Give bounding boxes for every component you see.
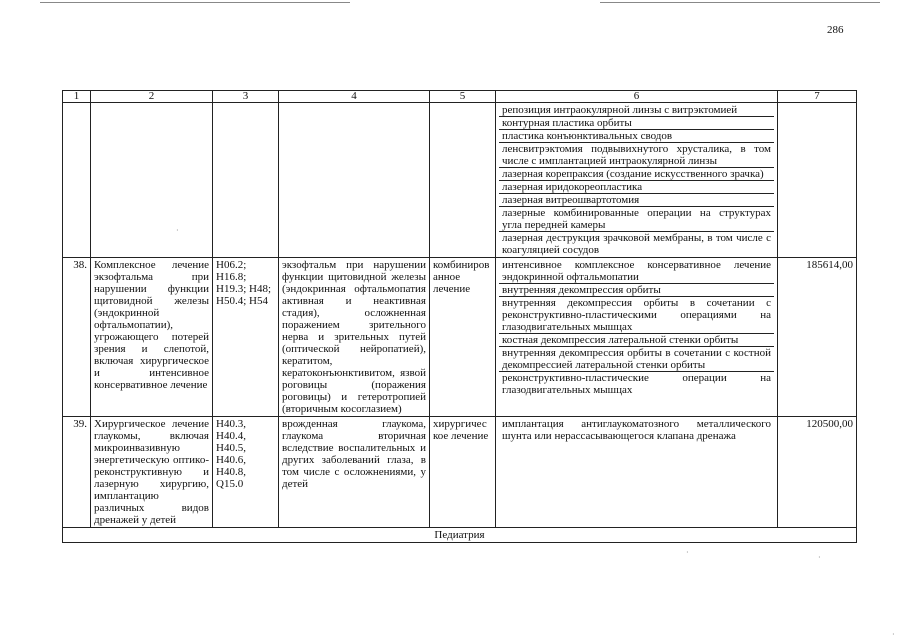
row-number: 38. <box>63 258 91 417</box>
cost-value: 120500,00 <box>778 417 857 528</box>
method-item: внутренняя декомпрессия орбиты <box>499 284 774 297</box>
method-item: лазерная иридокореопластика <box>499 181 774 194</box>
method-item: лазерная витреошвартотомия <box>499 194 774 207</box>
cost-value <box>778 103 857 258</box>
column-header: 3 <box>213 91 279 103</box>
scan-edge-line <box>40 2 350 3</box>
method-item: костная декомпрессия латеральной стенки орбиты <box>499 334 774 347</box>
method-item: внутренняя декомпрессия орбиты в сочетании с костной декомпрессией латеральной стенки орбиты <box>499 347 774 372</box>
column-header: 6 <box>496 91 778 103</box>
column-header: 7 <box>778 91 857 103</box>
scan-speck: · <box>892 630 895 639</box>
table-row <box>63 103 857 258</box>
column-header: 2 <box>91 91 213 103</box>
treatment-type: хирургическое лечение <box>430 417 496 528</box>
method-item: пластика конъюнктивальных сводов <box>499 130 774 143</box>
profile-name <box>91 103 213 258</box>
page-number: 286 <box>827 24 844 36</box>
scan-speck: · <box>686 548 689 557</box>
table-row <box>63 258 857 417</box>
section-row <box>63 528 857 543</box>
method-item: лазерные комбинированные операции на структурах угла передней камеры <box>499 207 774 232</box>
diagnosis-codes: H40.3, H40.4, H40.5, H40.6, H40.8, Q15.0 <box>213 417 279 528</box>
header-row <box>63 91 857 103</box>
method-item: лазерная корепраксия (создание искусственного зрачка) <box>499 168 774 181</box>
method-item: репозиция интраокулярной линзы с витрэктомией <box>499 104 774 117</box>
patient-model <box>279 103 430 258</box>
treatment-methods <box>496 417 778 528</box>
cost-value: 185614,00 <box>778 258 857 417</box>
table-row <box>63 417 857 528</box>
method-item: имплантация антиглаукоматозного металлического шунта или нерассасывающегося клапана дренажа <box>502 418 771 442</box>
scan-speck: · <box>818 553 821 562</box>
profile-name: Комплексное лечение экзофтальма при нарушении функции щитовидной железы (эндокринной офтальмопатии), угрожающего потерей зрения и слепотой, включая хирургическое и интенсивное консервативное лечение <box>91 258 213 417</box>
diagnosis-codes: H06.2; H16.8; H19.3; H48; H50.4; H54 <box>213 258 279 417</box>
treatment-methods <box>496 103 778 258</box>
method-item: контурная пластика орбиты <box>499 117 774 130</box>
column-header: 1 <box>63 91 91 103</box>
section-label: Педиатрия <box>63 528 857 543</box>
method-item: ленсвитрэктомия подвывихнутого хрусталика, в том числе с имплантацией интраокулярной линзы <box>499 143 774 168</box>
method-item: лазерная деструкция зрачковой мембраны, в том числе с коагуляцией сосудов <box>502 232 771 256</box>
method-item: реконструктивно-пластические операции на глазодвигательных мышцах <box>502 372 771 396</box>
scan-edge-line <box>600 2 880 3</box>
row-number: 39. <box>63 417 91 528</box>
treatment-type: комбинированное лечение <box>430 258 496 417</box>
patient-model: экзофтальм при нарушении функции щитовидной железы (эндокринная офтальмопатия активная и неактивная стадия), осложненная поражением зрительного нерва и зрительных путей (оптической нейропатией), кератитом, кератоконъюнктивитом, язвой роговицы (поражения роговицы) и гетеротропией (вторичным косоглазием) <box>279 258 430 417</box>
treatment-methods <box>496 258 778 417</box>
column-header: 4 <box>279 91 430 103</box>
method-item: интенсивное комплексное консервативное лечение эндокринной офтальмопатии <box>499 259 774 284</box>
scan-speck: · <box>176 226 179 235</box>
treatment-type <box>430 103 496 258</box>
method-item: внутренняя декомпрессия орбиты в сочетании с реконструктивно-пластическими операциями на глазодвигательных мышцах <box>499 297 774 334</box>
row-number <box>63 103 91 258</box>
services-table <box>62 90 857 543</box>
profile-name: Хирургическое лечение глаукомы, включая микроинвазивную энергетическую оптико-реконструктивную и лазерную хирургию, имплантацию различных видов дренажей у детей <box>91 417 213 528</box>
patient-model: врожденная глаукома, глаукома вторичная вследствие воспалительных и других заболеваний глаза, в том числе с осложнениями, у детей <box>279 417 430 528</box>
column-header: 5 <box>430 91 496 103</box>
diagnosis-codes <box>213 103 279 258</box>
